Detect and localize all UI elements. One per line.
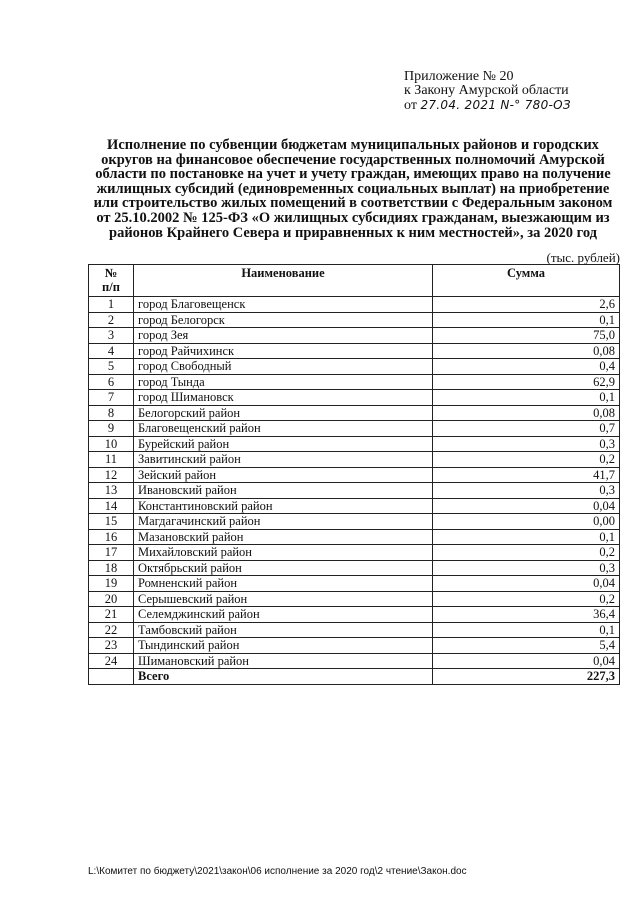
table-row — [89, 297, 620, 313]
row-number: 13 — [89, 483, 134, 499]
row-name: Зейский район — [134, 467, 433, 483]
row-number: 20 — [89, 591, 134, 607]
row-name: город Белогорск — [134, 312, 433, 328]
row-name: Тамбовский район — [134, 622, 433, 638]
total-sum: 227,3 — [433, 669, 620, 685]
row-name: Благовещенский район — [134, 421, 433, 437]
table-row — [89, 560, 620, 576]
row-name: Бурейский район — [134, 436, 433, 452]
row-number: 16 — [89, 529, 134, 545]
row-number: 3 — [89, 328, 134, 344]
table-row — [89, 653, 620, 669]
table-header-row — [89, 265, 620, 297]
row-sum: 0,08 — [433, 343, 620, 359]
subvention-table — [88, 264, 620, 685]
row-sum: 0,04 — [433, 498, 620, 514]
row-sum: 0,04 — [433, 576, 620, 592]
table-row — [89, 312, 620, 328]
table-row — [89, 452, 620, 468]
table-row — [89, 514, 620, 530]
row-number: 2 — [89, 312, 134, 328]
row-name: город Свободный — [134, 359, 433, 375]
row-number: 1 — [89, 297, 134, 313]
row-sum: 41,7 — [433, 467, 620, 483]
row-name: город Зея — [134, 328, 433, 344]
row-name: Константиновский район — [134, 498, 433, 514]
row-sum: 0,3 — [433, 560, 620, 576]
row-name: город Райчихинск — [134, 343, 433, 359]
row-name: Тындинский район — [134, 638, 433, 654]
table-row — [89, 328, 620, 344]
row-sum: 0,1 — [433, 622, 620, 638]
row-number: 7 — [89, 390, 134, 406]
file-path-footer: L:\Комитет по бюджету\2021\закон\06 исполнение за 2020 год\2 чтение\Закон.doc — [88, 866, 467, 877]
row-sum: 75,0 — [433, 328, 620, 344]
row-number: 5 — [89, 359, 134, 375]
units-label: (тыс. рублей) — [546, 250, 620, 265]
appendix-law-ref: к Закону Амурской области — [404, 83, 569, 98]
table-row — [89, 498, 620, 514]
table-row — [89, 545, 620, 561]
row-number: 21 — [89, 607, 134, 623]
table-row — [89, 343, 620, 359]
table-row — [89, 374, 620, 390]
row-number: 12 — [89, 467, 134, 483]
row-sum: 0,2 — [433, 452, 620, 468]
document-title: Исполнение по субвенции бюджетам муниципальных районов и городских округов на финансовое обеспечение государственных полномочий Амурской области по постановке на учет и учету граждан, имеющих право на получение жилищных субсидий (единовременных социальных выплат) на приобретение или строительство жилых помещений в соответствии с Федеральным законом от 25.10.2002 № 125-ФЗ «О жилищных субсидиях гражданам, выезжающим из районов Крайнего Севера и приравненных к ним местностей», за 2020 год — [93, 137, 613, 241]
row-name: Селемджинский район — [134, 607, 433, 623]
row-sum: 0,1 — [433, 312, 620, 328]
row-name: Серышевский район — [134, 591, 433, 607]
row-number: 10 — [89, 436, 134, 452]
row-sum: 36,4 — [433, 607, 620, 623]
row-name: Михайловский район — [134, 545, 433, 561]
row-number: 6 — [89, 374, 134, 390]
table-row — [89, 638, 620, 654]
row-sum: 0,00 — [433, 514, 620, 530]
table-row — [89, 390, 620, 406]
row-number: 9 — [89, 421, 134, 437]
row-name: город Шимановск — [134, 390, 433, 406]
table-row — [89, 436, 620, 452]
appendix-header — [404, 70, 571, 113]
row-sum: 0,3 — [433, 483, 620, 499]
table-row — [89, 576, 620, 592]
row-number: 14 — [89, 498, 134, 514]
total-row — [89, 669, 620, 685]
row-number: 24 — [89, 653, 134, 669]
row-sum: 62,9 — [433, 374, 620, 390]
appendix-number: Приложение № 20 — [404, 69, 514, 84]
header-name: Наименование — [134, 265, 433, 297]
row-sum: 0,1 — [433, 529, 620, 545]
row-sum: 0,08 — [433, 405, 620, 421]
header-num: № п/п — [89, 265, 134, 297]
row-name: Ивановский район — [134, 483, 433, 499]
row-sum: 0,4 — [433, 359, 620, 375]
table-row — [89, 529, 620, 545]
table-row — [89, 483, 620, 499]
total-label: Всего — [134, 669, 433, 685]
row-name: Завитинский район — [134, 452, 433, 468]
row-sum: 0,3 — [433, 436, 620, 452]
total-number — [89, 669, 134, 685]
row-sum: 0,7 — [433, 421, 620, 437]
row-number: 11 — [89, 452, 134, 468]
row-sum: 2,6 — [433, 297, 620, 313]
row-name: Октябрьский район — [134, 560, 433, 576]
row-number: 22 — [89, 622, 134, 638]
table-row — [89, 591, 620, 607]
table-row — [89, 405, 620, 421]
row-number: 23 — [89, 638, 134, 654]
table-row — [89, 359, 620, 375]
table-row — [89, 607, 620, 623]
handwritten-date: 27.04. 2021 N-° 780-ОЗ — [420, 98, 571, 112]
row-number: 18 — [89, 560, 134, 576]
row-number: 19 — [89, 576, 134, 592]
row-number: 17 — [89, 545, 134, 561]
row-number: 4 — [89, 343, 134, 359]
row-name: Мазановский район — [134, 529, 433, 545]
row-name: Ромненский район — [134, 576, 433, 592]
row-sum: 5,4 — [433, 638, 620, 654]
row-sum: 0,04 — [433, 653, 620, 669]
row-sum: 0,2 — [433, 591, 620, 607]
table-row — [89, 467, 620, 483]
row-sum: 0,1 — [433, 390, 620, 406]
row-sum: 0,2 — [433, 545, 620, 561]
row-name: Магдагачинский район — [134, 514, 433, 530]
table-row — [89, 421, 620, 437]
row-name: Белогорский район — [134, 405, 433, 421]
row-number: 8 — [89, 405, 134, 421]
row-name: Шимановский район — [134, 653, 433, 669]
row-name: город Благовещенск — [134, 297, 433, 313]
row-number: 15 — [89, 514, 134, 530]
table-body — [89, 297, 620, 685]
appendix-date-line — [404, 98, 571, 113]
row-name: город Тында — [134, 374, 433, 390]
appendix-date-prefix: от — [404, 98, 417, 113]
header-sum: Сумма — [433, 265, 620, 297]
table-row — [89, 622, 620, 638]
